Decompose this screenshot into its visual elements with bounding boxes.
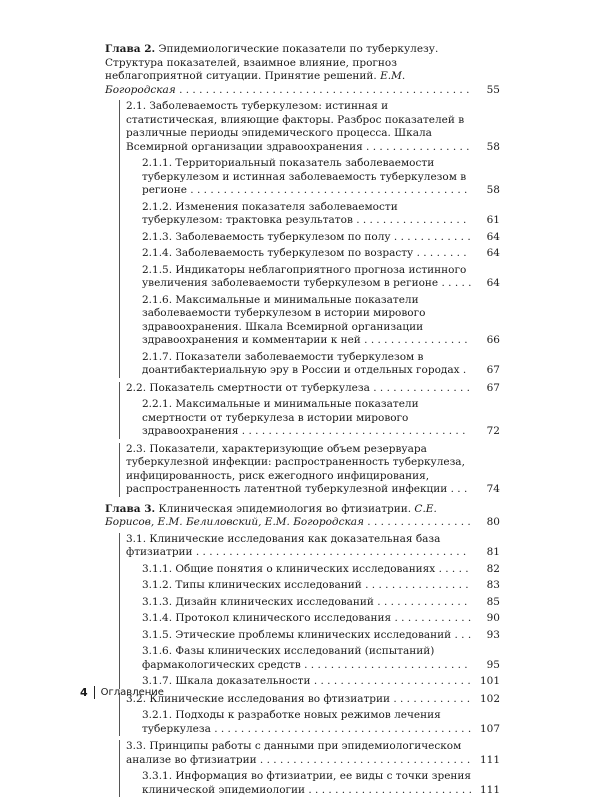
dot-leader: . . . . . . . . . . . . . . . . . . . . . . . . . . . . . . . . . . . . . . . — [210, 722, 472, 735]
subsection-entry-title: 2.1.5. Индикаторы неблагоприятного прогноза истинного увеличения заболеваемости туберкулезом в регионе . . . . . — [142, 263, 472, 289]
subsection-entry-title: 3.1.5. Этические проблемы клинических исследований . . . — [142, 628, 472, 641]
dot-leader: . . . . . . . . — [413, 247, 467, 259]
section-entry[interactable] — [126, 100, 500, 154]
chapter-label: Глава 3. — [105, 502, 156, 515]
subsection-entry-title: 3.1.1. Общие понятия о клинических исследованиях . . . . . — [142, 562, 469, 575]
section-entry-page-number: 74 — [474, 483, 500, 497]
subsection-entry-title: 3.1.4. Протокол клинического исследования . . . . . . . . . . . . — [142, 612, 472, 624]
section-entry[interactable] — [126, 693, 500, 707]
subsection-entry[interactable] — [142, 675, 500, 689]
section-entry-page-number: 111 — [474, 754, 500, 768]
section-group — [119, 533, 500, 689]
dot-leader: . . . . . . . . . . . . . . . . . — [352, 214, 467, 226]
subsection-entry[interactable] — [142, 629, 500, 643]
section-entry[interactable] — [126, 533, 500, 560]
subsection-entry-title: 3.1.7. Шкала доказательности . . . . . . . . . . . . . . . . . . . . . . . . — [142, 675, 471, 687]
section-entry-page-number: 67 — [474, 382, 500, 396]
dot-leader: . . . . . . . . . . . . — [391, 612, 472, 624]
subsection-entry-page-number: 93 — [474, 629, 500, 643]
subsection-entry[interactable] — [142, 709, 500, 736]
dot-leader: . . . . . . . . . . . . . . — [373, 595, 468, 608]
section-group — [119, 100, 500, 378]
subsection-entry-title: 2.1.3. Заболеваемость туберкулезом по полу . . . . . . . . . . . . — [142, 230, 471, 243]
subsection-entry-title: 2.1.1. Территориальный показатель заболеваемости туберкулезом и истинная заболеваемость туберкулезом в регионе . . . . . . . . . . . . . . . . . . . . . . . . . . . . . . . . . . . . . . . . . . — [142, 157, 468, 196]
dot-leader: . . . . . . . . . . . . . . . . . . . . . . . . . . . . . . . . . . — [238, 425, 466, 437]
subsection-entry[interactable] — [142, 398, 500, 439]
subsection-entry[interactable] — [142, 264, 500, 291]
section-entry[interactable] — [126, 443, 500, 497]
footer-page-number: 4 — [80, 686, 95, 699]
subsection-entry-page-number: 64 — [474, 277, 500, 291]
section-group — [119, 740, 500, 797]
page-footer — [80, 685, 164, 699]
subsection-entry-page-number: 85 — [474, 596, 500, 610]
chapter-title: Клиническая эпидемиология во фтизиатрии. — [155, 502, 415, 515]
section-entry-title: 3.3. Принципы работы с данными при эпидемиологическом анализе во фтизиатрии . . . . . . . . . . . . . . . . . . . . . . . . . . . . . . . . — [126, 740, 471, 766]
section-entry-title: 2.1. Заболеваемость туберкулезом: истинная и статистическая, влияющие факторы. Разброс показателей в различные периоды эпидемического процесса. Шкала Всемирной организации здравоохранения . . . . . . . . . . . . . . . . — [126, 100, 470, 153]
section-entry-title: 3.2. Клинические исследования во фтизиатрии . . . . . . . . . . . . — [126, 692, 471, 705]
section-group — [119, 443, 500, 497]
dot-leader: . . . . . . . . . . . . — [390, 230, 471, 243]
subsection-entry-title: 3.1.2. Типы клинических исследований . . . . . . . . . . . . . . . . — [142, 579, 469, 591]
dot-leader: . — [459, 364, 467, 376]
chapter-authors: Е.М. Богородская — [105, 70, 406, 96]
dot-leader: . . . . . . . . . . . . . . . . . . . . . . . . . . . . . . . . . . . . . . . . . . — [186, 184, 468, 196]
subsection-entry-title: 3.1.6. Фазы клинических исследований (испытаний) фармакологических средств . . . . . . . . . . . . . . . . . . . . . . . . . — [142, 645, 468, 671]
subsection-entry-title: 3.3.1. Информация во фтизиатрии, ее виды с точки зрения клинической эпидемиологии . . . . . . . . . . . . . . . . . . . . . . . . . — [142, 770, 472, 796]
subsection-entry-page-number: 61 — [474, 214, 500, 228]
dot-leader: . . . — [447, 483, 468, 495]
section-entry-page-number: 81 — [474, 546, 500, 560]
dot-leader: . . . . . — [438, 277, 472, 289]
chapter-heading — [105, 43, 500, 97]
subsection-entry-title: 2.1.6. Максимальные и минимальные показатели заболеваемости туберкулезом в истории мирового здравоохранения. Шкала Всемирной организации здравоохранения и комментарии к ней . . . . . . . . . . . . . . . . — [142, 293, 468, 346]
subsection-entry-title: 3.1.3. Дизайн клинических исследований . . . . . . . . . . . . . . — [142, 595, 468, 608]
chapter-page-number: 80 — [474, 516, 500, 530]
subsection-entry-title: 3.2.1. Подходы к разработке новых режимов лечения туберкулеза . . . . . . . . . . . . . . . . . . . . . . . . . . . . . . . . . . . . . . . — [142, 709, 472, 735]
dot-leader: . . . . . . . . . . . . . . . . — [363, 516, 471, 528]
subsection-entry-page-number: 72 — [474, 425, 500, 439]
subsection-entry-title: 2.2.1. Максимальные и минимальные показатели смертности от туберкулеза в истории мирового здравоохранения . . . . . . . . . . . . . . . . . . . . . . . . . . . . . . . . . . — [142, 398, 466, 437]
dot-leader: . . . . . . . . . . . . . . . . — [361, 579, 469, 591]
chapter-entry[interactable] — [105, 43, 500, 97]
subsection-entry-title: 2.1.7. Показатели заболеваемости туберкулезом в доантибактериальную эру в России и отдельных городах . — [142, 350, 467, 376]
subsection-entry-title: 2.1.4. Заболеваемость туберкулезом по возрасту . . . . . . . . — [142, 247, 467, 259]
subsection-entry-page-number: 95 — [474, 659, 500, 673]
subsection-entry[interactable] — [142, 596, 500, 610]
subsection-entry-page-number: 58 — [474, 184, 500, 198]
chapter-block — [105, 503, 500, 798]
section-entry[interactable] — [126, 382, 500, 396]
dot-leader: . . . . . . . . . . . . . . . . . . . . . . . . . . . . . . . . . . . . . . . . . — [192, 546, 467, 558]
section-entry-page-number: 58 — [474, 141, 500, 155]
subsection-entry[interactable] — [142, 157, 500, 198]
dot-leader: . . . . . — [435, 562, 469, 575]
dot-leader: . . . . . . . . . . . . . . . . — [362, 140, 470, 153]
section-group — [119, 382, 500, 439]
subsection-entry-page-number: 107 — [474, 723, 500, 737]
section-group — [119, 693, 500, 737]
dot-leader: . . . . . . . . . . . . . . . . . . . . . . . . . . . . . . . . . . . . . . . . . . . . — [175, 83, 470, 96]
subsection-entry-page-number: 64 — [474, 247, 500, 261]
subsection-entry[interactable] — [142, 231, 500, 245]
chapter-page-number: 55 — [474, 84, 500, 98]
subsection-entry[interactable] — [142, 770, 500, 797]
subsection-entry-page-number: 66 — [474, 334, 500, 348]
subsection-entry[interactable] — [142, 645, 500, 672]
section-entry-title: 2.2. Показатель смертности от туберкулеза . . . . . . . . . . . . . . . — [126, 381, 471, 394]
section-entry-title: 3.1. Клинические исследования как доказательная база фтизиатрии . . . . . . . . . . . . . . . . . . . . . . . . . . . . . . . . . . . . . . . . . — [126, 532, 467, 558]
section-entry[interactable] — [126, 740, 500, 767]
subsection-entry[interactable] — [142, 247, 500, 261]
subsection-entry-page-number: 90 — [474, 612, 500, 626]
subsection-entry-page-number: 111 — [474, 784, 500, 798]
subsection-entry[interactable] — [142, 294, 500, 348]
chapter-entry[interactable] — [105, 503, 500, 530]
subsection-entry-page-number: 64 — [474, 231, 500, 245]
dot-leader: . . . . . . . . . . . . . . . . . . . . . . . . . — [300, 658, 468, 671]
subsection-entry[interactable] — [142, 563, 500, 577]
subsection-entry-page-number: 101 — [474, 675, 500, 689]
subsection-entry[interactable] — [142, 201, 500, 228]
section-entry-page-number: 102 — [474, 693, 500, 707]
chapter-title: Эпидемиологические показатели по туберкулезу. Структура показателей, взаимное влияние, прогноз неблагоприятной ситуации. Принятие решений. — [105, 43, 439, 82]
subsection-entry-page-number: 82 — [474, 563, 500, 577]
chapter-label: Глава 2. — [105, 43, 156, 55]
dot-leader: . . . — [451, 628, 472, 641]
footer-section-title: Оглавление — [100, 686, 164, 698]
table-of-contents — [105, 43, 500, 803]
subsection-entry-page-number: 67 — [474, 364, 500, 378]
subsection-entry[interactable] — [142, 612, 500, 626]
section-entry-title: 2.3. Показатели, характеризующие объем резервуара туберкулезной инфекции: распространенность туберкулеза, инфицированность, риск ежегодного инфицирования, распространенность латентной туберкулезной инфекции . . . — [126, 442, 468, 495]
dot-leader: . . . . . . . . . . . . . . . . . . . . . . . . . . . . . . . . — [256, 753, 471, 766]
dot-leader: . . . . . . . . . . . . . . . — [369, 381, 471, 394]
dot-leader: . . . . . . . . . . . . . . . . . . . . . . . . . — [305, 783, 472, 796]
dot-leader: . . . . . . . . . . . . . . . . . . . . . . . . — [310, 675, 471, 687]
chapter-block — [105, 43, 500, 497]
subsection-entry-title: 2.1.2. Изменения показателя заболеваемости туберкулезом: трактовка результатов . . . . . . . . . . . . . . . . . — [142, 200, 467, 226]
chapter-heading — [105, 503, 500, 530]
subsection-entry[interactable] — [142, 579, 500, 593]
subsection-entry-page-number: 83 — [474, 579, 500, 593]
dot-leader: . . . . . . . . . . . . . . . . — [360, 334, 468, 346]
dot-leader: . . . . . . . . . . . . — [389, 692, 471, 705]
subsection-entry[interactable] — [142, 351, 500, 378]
chapter-authors: С.Е. Борисов, Е.М. Белиловский, Е.М. Богородская — [105, 502, 437, 528]
